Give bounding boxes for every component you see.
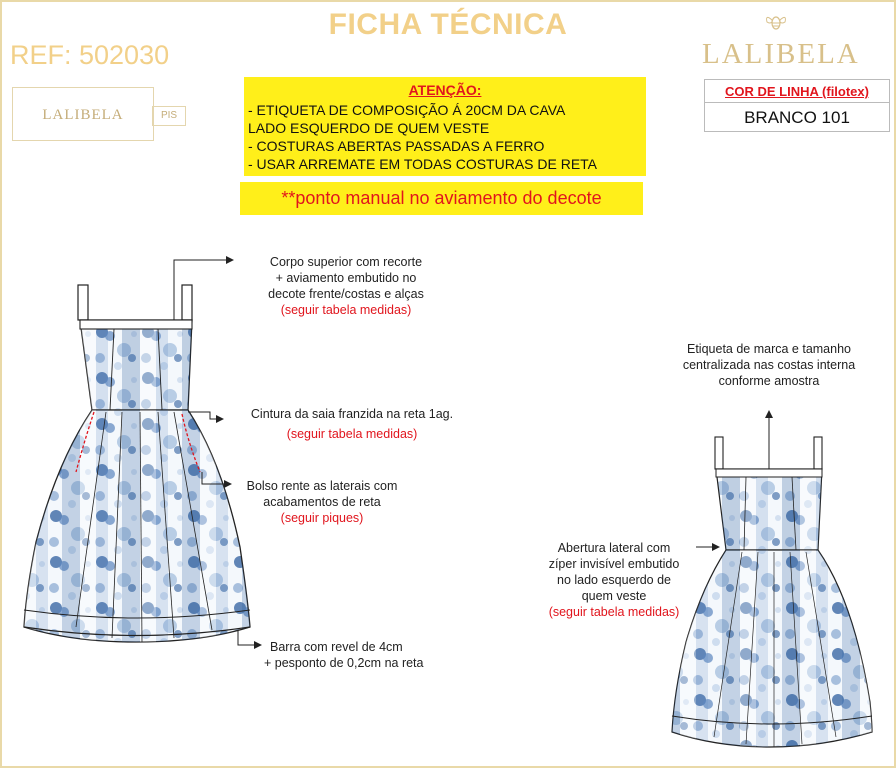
hem-note-line: + pesponto de 0,2cm na reta xyxy=(264,656,424,670)
attention-line: - USAR ARREMATE EM TODAS COSTURAS DE RETA xyxy=(248,156,598,172)
brand-logo: LALIBELA xyxy=(702,38,860,70)
pis-tag: PIS xyxy=(152,106,186,126)
zipper-note xyxy=(536,540,692,620)
label-brand: LALIBELA xyxy=(42,107,124,123)
waist-note xyxy=(224,406,480,442)
pocket-note-ref: (seguir piques) xyxy=(280,511,364,525)
thread-color-value: BRANCO 101 xyxy=(744,108,850,127)
front-left-strap xyxy=(78,285,88,320)
front-dress xyxy=(24,285,250,642)
zipper-note-line: quem veste xyxy=(581,589,647,603)
attention-line: - COSTURAS ABERTAS PASSADAS A FERRO xyxy=(248,138,545,154)
back-left-strap xyxy=(715,437,723,469)
reference-code: REF: 502030 xyxy=(10,40,170,70)
label-note-line: conforme amostra xyxy=(718,374,820,388)
waist-note-ref: (seguir tabela medidas) xyxy=(286,427,418,441)
back-right-strap xyxy=(814,437,822,469)
zipper-note-line: no lado esquerdo de xyxy=(557,573,671,587)
hem-note-line: Barra com revel de 4cm xyxy=(270,640,403,654)
attention-line: LADO ESQUERDO DE QUEM VESTE xyxy=(248,120,490,136)
attention-line: - ETIQUETA DE COMPOSIÇÃO Á 20CM DA CAVA xyxy=(248,102,566,118)
bodice-note-line: + aviamento embutido no xyxy=(275,271,417,285)
thread-color-heading: COR DE LINHA (filotex) xyxy=(725,84,869,99)
front-neckline-binding xyxy=(80,320,192,329)
label-note-line: centralizada nas costas interna xyxy=(682,358,856,372)
zipper-note-ref: (seguir tabela medidas) xyxy=(548,605,680,619)
waist-note-line: Cintura da saia franzida na reta 1ag. xyxy=(250,407,454,421)
page-title: FICHA TÉCNICA xyxy=(328,8,568,41)
hand-stitch-text: **ponto manual no aviamento do decote xyxy=(281,188,602,208)
back-dress xyxy=(672,437,872,747)
pocket-note-line: Bolso rente as laterais com xyxy=(246,479,398,493)
bodice-note-line: Corpo superior com recorte xyxy=(269,255,423,269)
bodice-note-ref: (seguir tabela medidas) xyxy=(280,303,412,317)
bodice-note xyxy=(240,254,452,318)
label-note xyxy=(662,341,876,389)
hem-note xyxy=(264,639,474,671)
pocket-note-line: acabamentos de reta xyxy=(263,495,381,509)
label-note-line: Etiqueta de marca e tamanho xyxy=(687,342,851,356)
pocket-note xyxy=(234,478,410,526)
front-right-strap xyxy=(182,285,192,320)
bodice-note-line: decote frente/costas e alças xyxy=(268,287,424,301)
attention-heading: ATENÇÃO: xyxy=(408,82,482,98)
zipper-note-line: Abertura lateral com xyxy=(557,541,671,555)
zipper-note-line: zíper invisível embutido xyxy=(548,557,680,571)
